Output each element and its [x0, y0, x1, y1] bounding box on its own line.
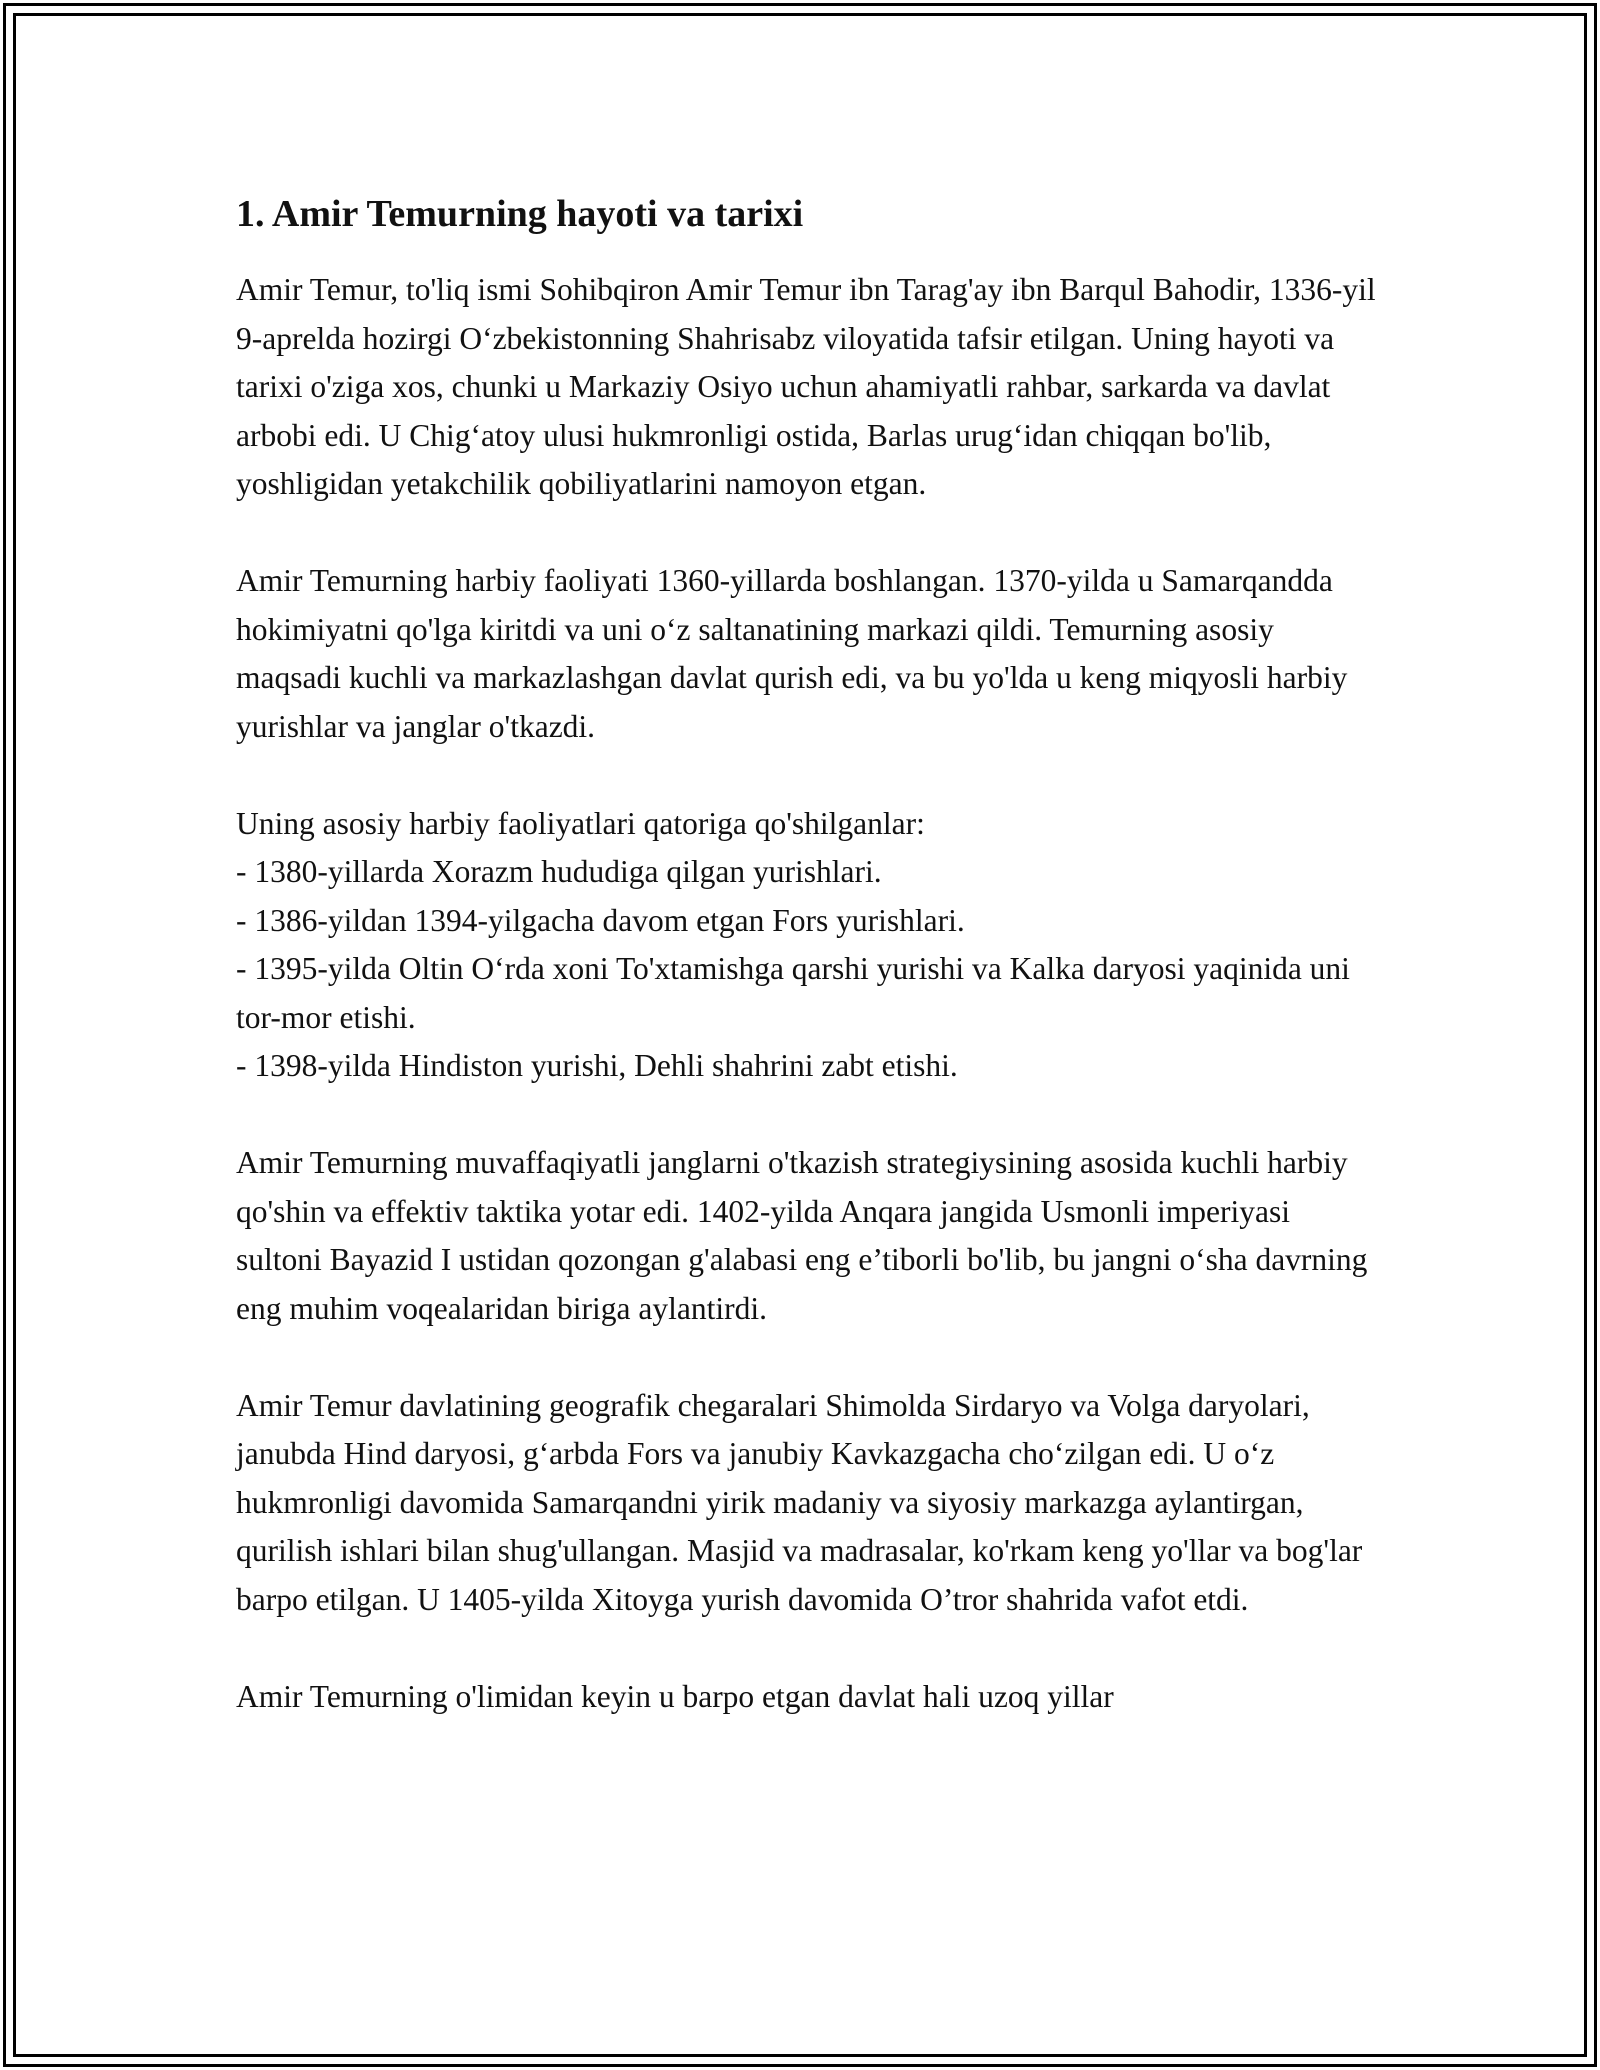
- paragraph-military-start: Amir Temurning harbiy faoliyati 1360-yillarda boshlangan. 1370-yilda u Samarqandda hokimiyatni qo'lga kiritdi va uni o‘z saltanatining markazi qildi. Temurning asosiy maqsadi kuchli va markazlashgan davlat qurish edi, va bu yo'lda u keng miqyosli harbiy yurishlar va janglar o'tkazdi.: [236, 563, 1348, 744]
- paragraph-legacy: Amir Temurning o'limidan keyin u barpo etgan davlat hali uzoq yillar: [236, 1678, 1114, 1714]
- paragraph-biography: Amir Temur, to'liq ismi Sohibqiron Amir Temur ibn Tarag'ay ibn Barqul Bahodir, 1336-yil 9-aprelda hozirgi O‘zbekistonning Shahrisabz viloyatida tafsir etilgan. Uning hayoti va tarixi o'ziga xos, chunki u Markaziy Osiyo uchun ahamiyatli rahbar, sarkarda va davlat arbobi edi. U Chig‘atoy ulusi hukmronligi ostida, Barlas urug‘idan chiqqan bo'lib, yoshligidan yetakchilik qobiliyatlarini namoyon etgan.: [236, 272, 1376, 501]
- list-item: - 1398-yilda Hindiston yurishi, Dehli shahrini zabt etishi.: [236, 1048, 958, 1083]
- list-intro: Uning asosiy harbiy faoliyatlari qatoriga qo'shilganlar:: [236, 805, 925, 841]
- section-heading: 1. Amir Temurning hayoti va tarixi: [236, 193, 804, 235]
- list-item: - 1386-yildan 1394-yilgacha davom etgan Fors yurishlari.: [236, 902, 965, 938]
- document-body: [236, 188, 1376, 1770]
- paragraph-geography: Amir Temur davlatining geografik chegaralari Shimolda Sirdaryo va Volga daryolari, janubda Hind daryosi, g‘arbda Fors va janubiy Kavkazgacha cho‘zilgan edi. U o‘z hukmronligi davomida Samarqandni yirik madaniy va siyosiy markazga aylantirgan, qurilish ishlari bilan shug'ullangan. Masjid va madrasalar, ko'rkam keng yo'llar va bog'lar barpo etilgan. U 1405-yilda Xitoyga yurish davomida O’tror shahrida vafot etdi.: [236, 1387, 1363, 1617]
- list-item: - 1380-yillarda Xorazm hududiga qilgan yurishlari.: [236, 854, 882, 889]
- list-item: - 1395-yilda Oltin O‘rda xoni To'xtamishga qarshi yurishi va Kalka daryosi yaqinida uni tor-mor etishi.: [236, 951, 1350, 1035]
- campaigns-list: [236, 800, 1376, 1091]
- paragraph-strategy: Amir Temurning muvaffaqiyatli janglarni o'tkazish strategiysining asosida kuchli harbiy qo'shin va effektiv taktika yotar edi. 1402-yilda Anqara jangida Usmonli imperiyasi sultoni Bayazid I ustidan qozongan g'alabasi eng e’tiborli bo'lib, bu jangni o‘sha davrning eng muhim voqealaridan biriga aylantirdi.: [236, 1145, 1368, 1326]
